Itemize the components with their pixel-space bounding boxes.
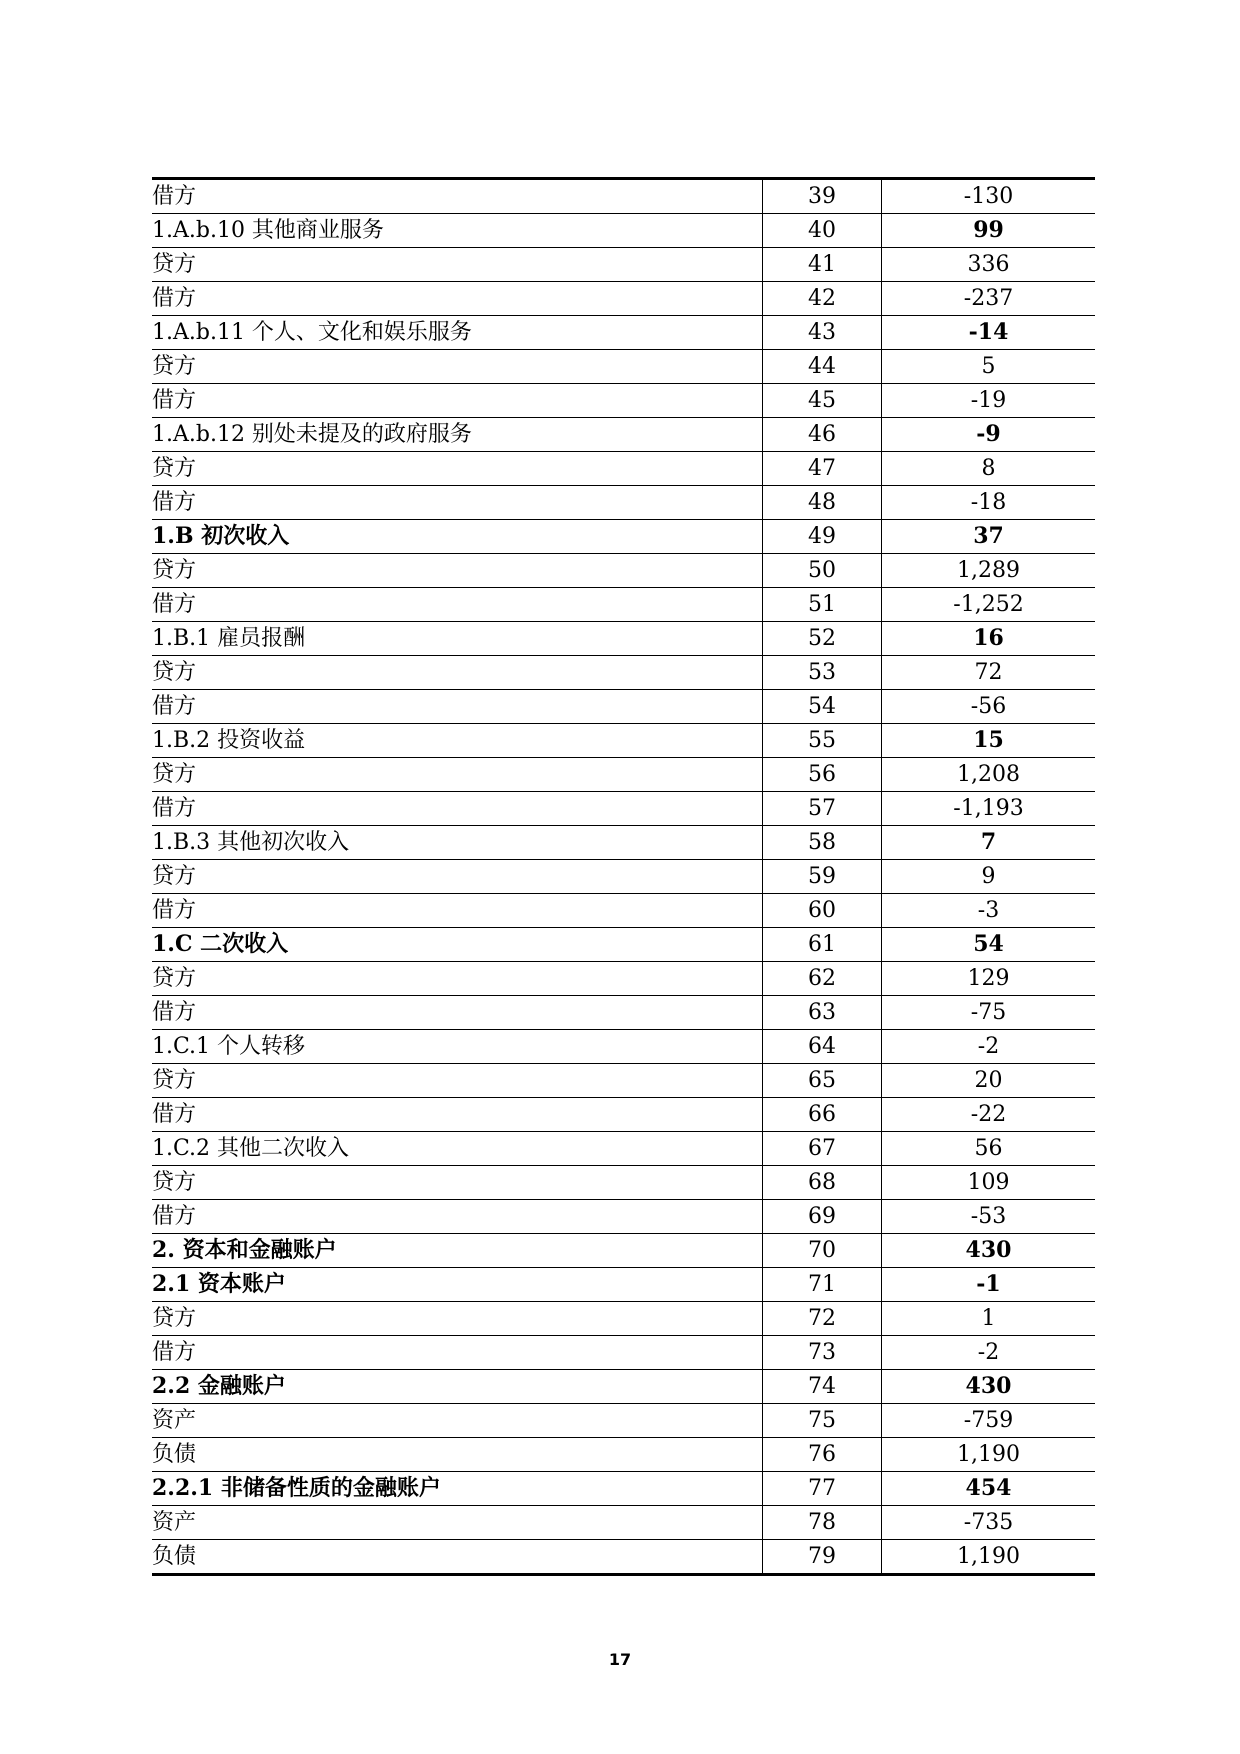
- row-value: 16: [882, 622, 1096, 656]
- row-value: -56: [882, 690, 1096, 724]
- row-line-number: 48: [763, 486, 882, 520]
- row-label: 1.A.b.11 个人、文化和娱乐服务: [152, 316, 763, 350]
- table-row: [152, 962, 1095, 996]
- row-line-number: 39: [763, 179, 882, 214]
- table-row: [152, 826, 1095, 860]
- row-label: 借方: [152, 179, 763, 214]
- row-value: -759: [882, 1404, 1096, 1438]
- row-value: -735: [882, 1506, 1096, 1540]
- table-row: [152, 1302, 1095, 1336]
- row-label: 资产: [152, 1506, 763, 1540]
- table-row: [152, 860, 1095, 894]
- row-label: 借方: [152, 588, 763, 622]
- row-label: 借方: [152, 894, 763, 928]
- table-row: [152, 1438, 1095, 1472]
- row-label: 负债: [152, 1540, 763, 1575]
- row-value: 8: [882, 452, 1096, 486]
- row-value: 454: [882, 1472, 1096, 1506]
- table-row: [152, 792, 1095, 826]
- row-line-number: 78: [763, 1506, 882, 1540]
- row-line-number: 42: [763, 282, 882, 316]
- row-value: 1,208: [882, 758, 1096, 792]
- row-line-number: 55: [763, 724, 882, 758]
- row-line-number: 77: [763, 1472, 882, 1506]
- row-line-number: 73: [763, 1336, 882, 1370]
- row-label: 贷方: [152, 248, 763, 282]
- row-line-number: 60: [763, 894, 882, 928]
- row-label: 借方: [152, 690, 763, 724]
- row-line-number: 50: [763, 554, 882, 588]
- row-value: 109: [882, 1166, 1096, 1200]
- row-line-number: 43: [763, 316, 882, 350]
- table-row: [152, 1268, 1095, 1302]
- row-label: 借方: [152, 792, 763, 826]
- row-line-number: 65: [763, 1064, 882, 1098]
- row-line-number: 40: [763, 214, 882, 248]
- row-value: -19: [882, 384, 1096, 418]
- table-row: [152, 520, 1095, 554]
- table-body: [152, 179, 1095, 1575]
- row-label: 贷方: [152, 554, 763, 588]
- row-label: 贷方: [152, 452, 763, 486]
- table-row: [152, 1370, 1095, 1404]
- row-label: 2.2.1 非储备性质的金融账户: [152, 1472, 763, 1506]
- table-row: [152, 1132, 1095, 1166]
- row-value: -9: [882, 418, 1096, 452]
- row-value: 129: [882, 962, 1096, 996]
- row-label: 借方: [152, 996, 763, 1030]
- row-line-number: 46: [763, 418, 882, 452]
- table-row: [152, 758, 1095, 792]
- table-row: [152, 928, 1095, 962]
- row-line-number: 47: [763, 452, 882, 486]
- row-value: -3: [882, 894, 1096, 928]
- row-line-number: 56: [763, 758, 882, 792]
- table-row: [152, 1336, 1095, 1370]
- row-value: -2: [882, 1336, 1096, 1370]
- table-row: [152, 724, 1095, 758]
- row-value: -1,193: [882, 792, 1096, 826]
- row-line-number: 67: [763, 1132, 882, 1166]
- row-line-number: 49: [763, 520, 882, 554]
- row-value: 15: [882, 724, 1096, 758]
- table-row: [152, 1064, 1095, 1098]
- row-line-number: 64: [763, 1030, 882, 1064]
- row-label: 1.A.b.12 别处未提及的政府服务: [152, 418, 763, 452]
- row-label: 1.B.2 投资收益: [152, 724, 763, 758]
- row-line-number: 69: [763, 1200, 882, 1234]
- table-row: [152, 894, 1095, 928]
- row-label: 贷方: [152, 860, 763, 894]
- table-row: [152, 1030, 1095, 1064]
- table-row: [152, 588, 1095, 622]
- row-label: 负债: [152, 1438, 763, 1472]
- row-line-number: 51: [763, 588, 882, 622]
- row-label: 2. 资本和金融账户: [152, 1234, 763, 1268]
- table-row: [152, 554, 1095, 588]
- row-value: 430: [882, 1234, 1096, 1268]
- table-row: [152, 1472, 1095, 1506]
- row-value: 20: [882, 1064, 1096, 1098]
- row-label: 借方: [152, 282, 763, 316]
- row-line-number: 66: [763, 1098, 882, 1132]
- row-label: 1.A.b.10 其他商业服务: [152, 214, 763, 248]
- row-value: 7: [882, 826, 1096, 860]
- row-line-number: 70: [763, 1234, 882, 1268]
- row-value: 1,289: [882, 554, 1096, 588]
- row-value: 54: [882, 928, 1096, 962]
- row-label: 1.C.2 其他二次收入: [152, 1132, 763, 1166]
- page-number: 17: [608, 1650, 632, 1669]
- row-line-number: 71: [763, 1268, 882, 1302]
- row-label: 1.C.1 个人转移: [152, 1030, 763, 1064]
- table-row: [152, 384, 1095, 418]
- row-label: 1.B.3 其他初次收入: [152, 826, 763, 860]
- row-label: 2.2 金融账户: [152, 1370, 763, 1404]
- row-label: 1.B.1 雇员报酬: [152, 622, 763, 656]
- row-label: 贷方: [152, 656, 763, 690]
- row-value: 72: [882, 656, 1096, 690]
- row-label: 贷方: [152, 1166, 763, 1200]
- row-label: 借方: [152, 1200, 763, 1234]
- row-line-number: 45: [763, 384, 882, 418]
- row-line-number: 57: [763, 792, 882, 826]
- row-line-number: 74: [763, 1370, 882, 1404]
- row-value: -18: [882, 486, 1096, 520]
- row-line-number: 53: [763, 656, 882, 690]
- row-value: 1: [882, 1302, 1096, 1336]
- table-row: [152, 282, 1095, 316]
- row-line-number: 41: [763, 248, 882, 282]
- table-row: [152, 1404, 1095, 1438]
- row-label: 贷方: [152, 1302, 763, 1336]
- row-value: -75: [882, 996, 1096, 1030]
- row-value: 5: [882, 350, 1096, 384]
- row-label: 贷方: [152, 350, 763, 384]
- row-label: 贷方: [152, 1064, 763, 1098]
- row-value: 56: [882, 1132, 1096, 1166]
- row-value: 37: [882, 520, 1096, 554]
- row-label: 1.C 二次收入: [152, 928, 763, 962]
- row-label: 1.B 初次收入: [152, 520, 763, 554]
- row-line-number: 54: [763, 690, 882, 724]
- row-line-number: 44: [763, 350, 882, 384]
- table-row: [152, 1506, 1095, 1540]
- row-label: 2.1 资本账户: [152, 1268, 763, 1302]
- row-value: -2: [882, 1030, 1096, 1064]
- table-row: [152, 656, 1095, 690]
- table-row: [152, 248, 1095, 282]
- row-label: 贷方: [152, 758, 763, 792]
- table-row: [152, 214, 1095, 248]
- row-line-number: 75: [763, 1404, 882, 1438]
- table-row: [152, 350, 1095, 384]
- row-value: -14: [882, 316, 1096, 350]
- row-value: -237: [882, 282, 1096, 316]
- table-row: [152, 1234, 1095, 1268]
- table-row: [152, 179, 1095, 214]
- row-value: -1: [882, 1268, 1096, 1302]
- row-line-number: 68: [763, 1166, 882, 1200]
- row-line-number: 63: [763, 996, 882, 1030]
- row-value: -53: [882, 1200, 1096, 1234]
- row-value: 99: [882, 214, 1096, 248]
- table-row: [152, 418, 1095, 452]
- row-label: 借方: [152, 1336, 763, 1370]
- row-label: 资产: [152, 1404, 763, 1438]
- row-label: 借方: [152, 1098, 763, 1132]
- row-value: 1,190: [882, 1438, 1096, 1472]
- row-line-number: 76: [763, 1438, 882, 1472]
- row-line-number: 72: [763, 1302, 882, 1336]
- table-row: [152, 996, 1095, 1030]
- table-row: [152, 316, 1095, 350]
- row-value: 1,190: [957, 1544, 1020, 1569]
- table-row: [152, 622, 1095, 656]
- row-line-number: 52: [763, 622, 882, 656]
- table-row: [152, 1098, 1095, 1132]
- row-line-number: 59: [763, 860, 882, 894]
- table-row: [152, 1540, 1095, 1575]
- table-row: [152, 1200, 1095, 1234]
- row-value: 336: [882, 248, 1096, 282]
- table-row: [152, 452, 1095, 486]
- row-value: 430: [882, 1370, 1096, 1404]
- balance-of-payments-table: [152, 177, 1095, 1576]
- table-row: [152, 1166, 1095, 1200]
- table-row: [152, 690, 1095, 724]
- row-value: -130: [882, 179, 1096, 214]
- row-line-number: 62: [763, 962, 882, 996]
- table-row: [152, 486, 1095, 520]
- row-label: 借方: [152, 486, 763, 520]
- row-value: 9: [882, 860, 1096, 894]
- row-value: -22: [882, 1098, 1096, 1132]
- row-line-number: 79: [763, 1540, 882, 1575]
- row-label: 贷方: [152, 962, 763, 996]
- row-line-number: 61: [763, 928, 882, 962]
- row-label: 借方: [152, 384, 763, 418]
- row-line-number: 58: [763, 826, 882, 860]
- row-value: -1,252: [882, 588, 1096, 622]
